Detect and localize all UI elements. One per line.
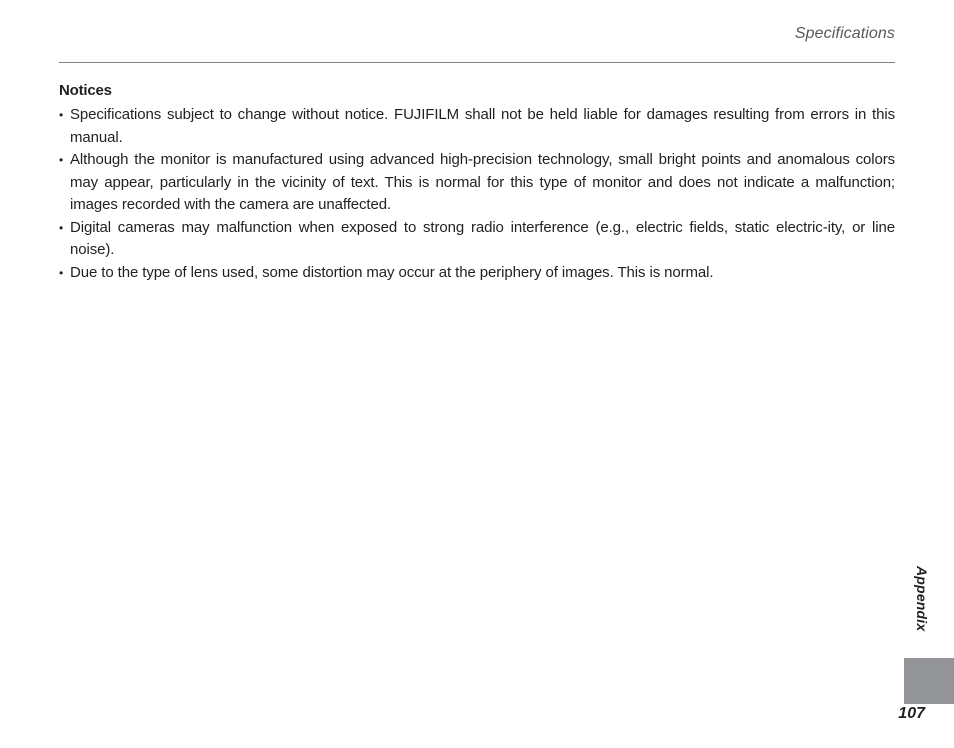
notice-text: Digital cameras may malfunction when exposed to strong radio interference (e.g., electric fields, static electric-ity, or line noise). xyxy=(70,218,895,258)
notice-text: Specifications subject to change without notice. FUJIFILM shall not be held liable for damages resulting from errors in this manual. xyxy=(70,106,895,146)
bullet-icon: • xyxy=(59,153,64,167)
header-divider xyxy=(59,62,895,63)
notices-section xyxy=(59,81,895,284)
side-tab-label xyxy=(912,566,932,646)
notice-text: Although the monitor is manufactured using advanced high-precision technology, small bright points and anomalous colors may appear, particularly in the vicinity of text. This is normal for this type of monitor and does not indicate a malfunction; images recorded with the camera are unaffected. xyxy=(70,151,895,213)
bullet-icon: • xyxy=(59,220,64,235)
bullet-icon: • xyxy=(59,265,64,280)
notice-item xyxy=(59,104,895,149)
bullet-icon: • xyxy=(59,108,64,122)
notice-item xyxy=(59,217,895,262)
side-tab-marker xyxy=(904,658,954,704)
page-number: 107 xyxy=(898,705,925,722)
notice-text: Due to the type of lens used, some distortion may occur at the periphery of images. This is normal. xyxy=(70,263,714,281)
side-tab-label-text: Appendix xyxy=(914,566,930,632)
running-header-title: Specifications xyxy=(794,25,895,42)
notice-list xyxy=(59,104,895,284)
notice-item xyxy=(59,149,895,217)
notice-item xyxy=(59,262,895,285)
section-heading: Notices xyxy=(59,82,112,99)
